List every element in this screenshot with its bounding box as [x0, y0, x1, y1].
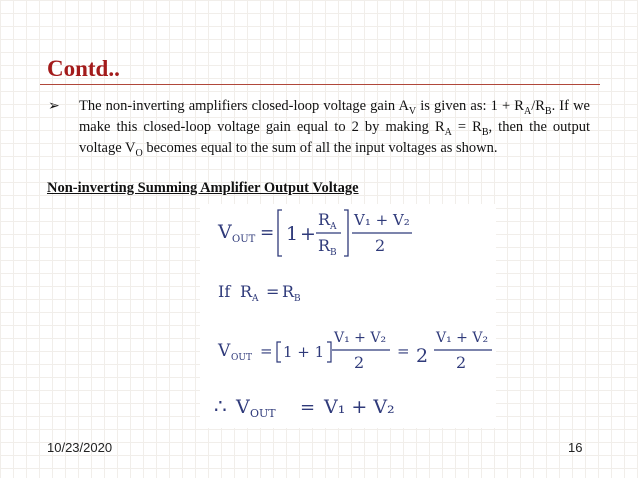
svg-text:=: = [397, 342, 410, 360]
svg-text:V₁ + V₂: V₁ + V₂ [324, 396, 395, 418]
svg-text:B: B [294, 294, 301, 304]
svg-text:V: V [218, 341, 231, 361]
svg-text:2: 2 [456, 353, 467, 372]
svg-text:R: R [318, 210, 331, 229]
svg-text:V₁ + V₂: V₁ + V₂ [334, 330, 387, 346]
svg-text:V₁ + V₂: V₁ + V₂ [354, 211, 410, 229]
svg-text:2: 2 [354, 353, 365, 372]
arrow-bullet-icon: ➢ [48, 99, 60, 114]
svg-text:A: A [252, 294, 259, 304]
svg-text:2: 2 [416, 345, 429, 367]
equation-4 [214, 394, 395, 420]
svg-text:OUT: OUT [232, 234, 256, 245]
svg-text:=: = [300, 397, 316, 418]
svg-text:=: = [260, 342, 273, 360]
svg-text:R: R [240, 282, 253, 301]
footer-date: 10/23/2020 [47, 440, 113, 455]
svg-text:A: A [330, 222, 337, 232]
slide-title: Contd.. [47, 56, 120, 81]
svg-text:OUT: OUT [231, 353, 252, 363]
equation-image [200, 204, 496, 428]
svg-text:V: V [218, 221, 232, 243]
svg-text:=: = [266, 282, 280, 301]
svg-text:OUT: OUT [250, 407, 276, 420]
svg-text:V₁ + V₂: V₁ + V₂ [436, 330, 489, 346]
section-heading: Non-inverting Summing Amplifier Output Voltage [47, 180, 359, 196]
equation-2 [218, 282, 301, 304]
title-divider [40, 84, 600, 85]
equation-1 [217, 210, 410, 258]
svg-text:=: = [260, 223, 275, 243]
svg-text:1: 1 [286, 223, 299, 245]
svg-text:+: + [300, 223, 316, 245]
svg-text:V: V [236, 396, 250, 418]
equation-3 [217, 330, 488, 372]
svg-text:R: R [318, 236, 331, 255]
page-number: 16 [568, 440, 583, 455]
svg-text:2: 2 [375, 236, 386, 255]
body-paragraph: The non-inverting amplifiers closed-loop voltage gain $A_V$ is given as: $1 + R_A/R_B$. If we make this closed-loop voltage gain equal to 2 by making $R_A = R_B$, then the output voltage $V_O$ becomes equal to the sum of all the input voltages as shown. [79, 98, 590, 159]
svg-text:∴: ∴ [214, 394, 227, 418]
svg-text:B: B [330, 248, 337, 258]
svg-text:R: R [282, 282, 295, 301]
svg-text:If: If [218, 282, 231, 301]
svg-text:1 + 1: 1 + 1 [283, 343, 325, 361]
